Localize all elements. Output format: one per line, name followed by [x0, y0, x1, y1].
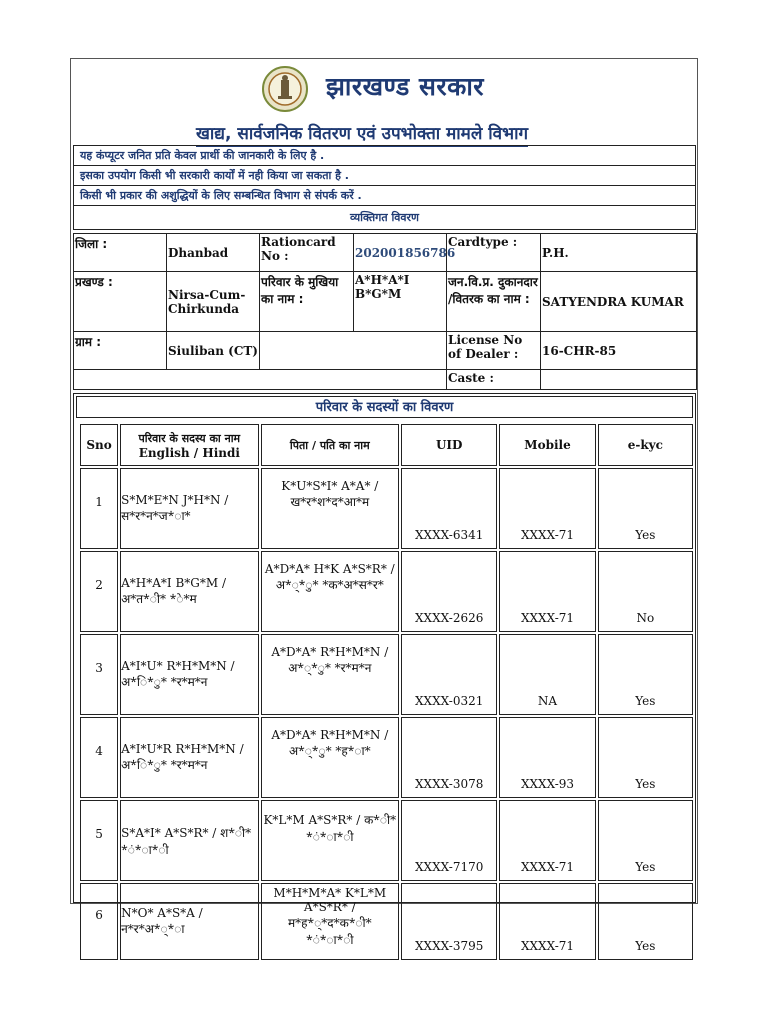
state-emblem-icon	[261, 65, 309, 113]
block-value: Nirsa-Cum-Chirkunda	[167, 272, 260, 332]
caste-value	[541, 370, 697, 390]
column-header-name-sub: English / Hindi	[138, 445, 240, 460]
government-title: झारखण्ड सरकार	[326, 72, 485, 101]
cardtype-value: P.H.	[541, 234, 697, 272]
district-value: Dhanbad	[167, 234, 260, 272]
column-header-sno: Sno	[80, 424, 118, 466]
member-name: S*M*E*N J*H*N / स*र*न*ज*ा*	[120, 468, 258, 549]
license-value: 16-CHR-85	[541, 332, 697, 370]
rationcard-value: 202001856786	[354, 234, 447, 272]
member-uid: XXXX-0321	[401, 634, 497, 715]
document-header	[71, 59, 697, 145]
personal-info-table	[73, 233, 697, 390]
member-sno: 1	[80, 468, 118, 549]
column-header-name	[120, 424, 258, 466]
table-row	[80, 883, 693, 960]
member-uid: XXXX-6341	[401, 468, 497, 549]
member-name: N*O* A*S*A / न*र*अ*्*ा	[120, 883, 258, 960]
member-name: A*H*A*I B*G*M / अ*त*ी* *े*म	[120, 551, 258, 632]
members-section	[73, 393, 696, 953]
member-sno: 2	[80, 551, 118, 632]
district-label: जिला :	[74, 234, 167, 272]
member-father: A*D*A* H*K A*S*R* / अ*्*ु* *क*अ*स*र*	[261, 551, 399, 632]
member-ekyc: No	[598, 551, 693, 632]
village-value: Siuliban (CT)	[167, 332, 260, 370]
column-header-uid: UID	[401, 424, 497, 466]
member-uid: XXXX-3078	[401, 717, 497, 798]
members-table	[78, 422, 695, 962]
village-label: ग्राम :	[74, 332, 167, 370]
table-row	[80, 717, 693, 798]
block-label: प्रखण्ड :	[74, 272, 167, 332]
department-title: खाद्य, सार्वजनिक वितरण एवं उपभोक्ता मामले विभाग	[196, 121, 528, 147]
member-mobile: XXXX-71	[499, 468, 595, 549]
license-label: License No of Dealer :	[447, 332, 541, 370]
member-sno: 4	[80, 717, 118, 798]
member-ekyc: Yes	[598, 468, 693, 549]
member-father: K*U*S*I* A*A* / ख*र*श*द*आ*म	[261, 468, 399, 549]
member-mobile: XXXX-93	[499, 717, 595, 798]
personal-section-title: व्यक्तिगत विवरण	[74, 206, 696, 230]
member-mobile: XXXX-71	[499, 800, 595, 881]
member-mobile: XXXX-71	[499, 551, 595, 632]
member-mobile: NA	[499, 634, 595, 715]
empty-cell	[260, 332, 447, 370]
member-ekyc: Yes	[598, 883, 693, 960]
member-sno: 6	[80, 883, 118, 960]
member-uid: XXXX-2626	[401, 551, 497, 632]
column-header-name-hindi: परिवार के सदस्य का नाम	[138, 431, 241, 445]
column-header-father: पिता / पति का नाम	[261, 424, 399, 466]
table-row	[80, 634, 693, 715]
member-father: A*D*A* R*H*M*N / अ*्*ु* *ह*ा*	[261, 717, 399, 798]
family-head-label: परिवार के मुखिया का नाम :	[260, 272, 354, 332]
rationcard-label: Rationcard No :	[260, 234, 354, 272]
table-row	[80, 468, 693, 549]
members-section-title: परिवार के सदस्यों का विवरण	[76, 396, 693, 418]
member-uid: XXXX-3795	[401, 883, 497, 960]
member-father: K*L*M A*S*R* / क*ी* *ं*ा*ी	[261, 800, 399, 881]
member-uid: XXXX-7170	[401, 800, 497, 881]
member-ekyc: Yes	[598, 717, 693, 798]
member-father: A*D*A* R*H*M*N / अ*्*ु* *र*म*न	[261, 634, 399, 715]
member-mobile: XXXX-71	[499, 883, 595, 960]
member-name: S*A*I* A*S*R* / श*ी* *ं*ा*ी	[120, 800, 258, 881]
member-ekyc: Yes	[598, 800, 693, 881]
table-row	[80, 551, 693, 632]
notice-table	[73, 145, 696, 230]
member-ekyc: Yes	[598, 634, 693, 715]
cardtype-label: Cardtype :	[447, 234, 541, 272]
member-name: A*I*U*R R*H*M*N / अ*ि*ु* *र*म*न	[120, 717, 258, 798]
column-header-ekyc: e-kyc	[598, 424, 693, 466]
family-head-value: A*H*A*I B*G*M	[354, 272, 447, 332]
notice-line: यह कंप्यूटर जनित प्रति केवल प्रार्थी की जानकारी के लिए है .	[74, 146, 696, 166]
member-sno: 5	[80, 800, 118, 881]
dealer-label: जन.वि.प्र. दुकानदार /वितरक का नाम :	[447, 272, 541, 332]
notice-line: इसका उपयोग किसी भी सरकारी कार्यों में नही किया जा सकता है .	[74, 166, 696, 186]
caste-label: Caste :	[447, 370, 541, 390]
member-name: A*I*U* R*H*M*N / अ*ि*ु* *र*म*न	[120, 634, 258, 715]
column-header-mobile: Mobile	[499, 424, 595, 466]
document-frame	[70, 58, 698, 953]
member-sno: 3	[80, 634, 118, 715]
notice-line: किसी भी प्रकार की अशुद्धियों के लिए सम्बन्धित विभाग से संपर्क करें .	[74, 186, 696, 206]
empty-cell	[74, 370, 447, 390]
member-father: M*H*M*A* K*L*M A*S*R* / म*ह*्*द*क*ी* *ं*ा*ी	[261, 883, 399, 960]
table-row	[80, 800, 693, 881]
dealer-value: SATYENDRA KUMAR	[541, 272, 697, 332]
